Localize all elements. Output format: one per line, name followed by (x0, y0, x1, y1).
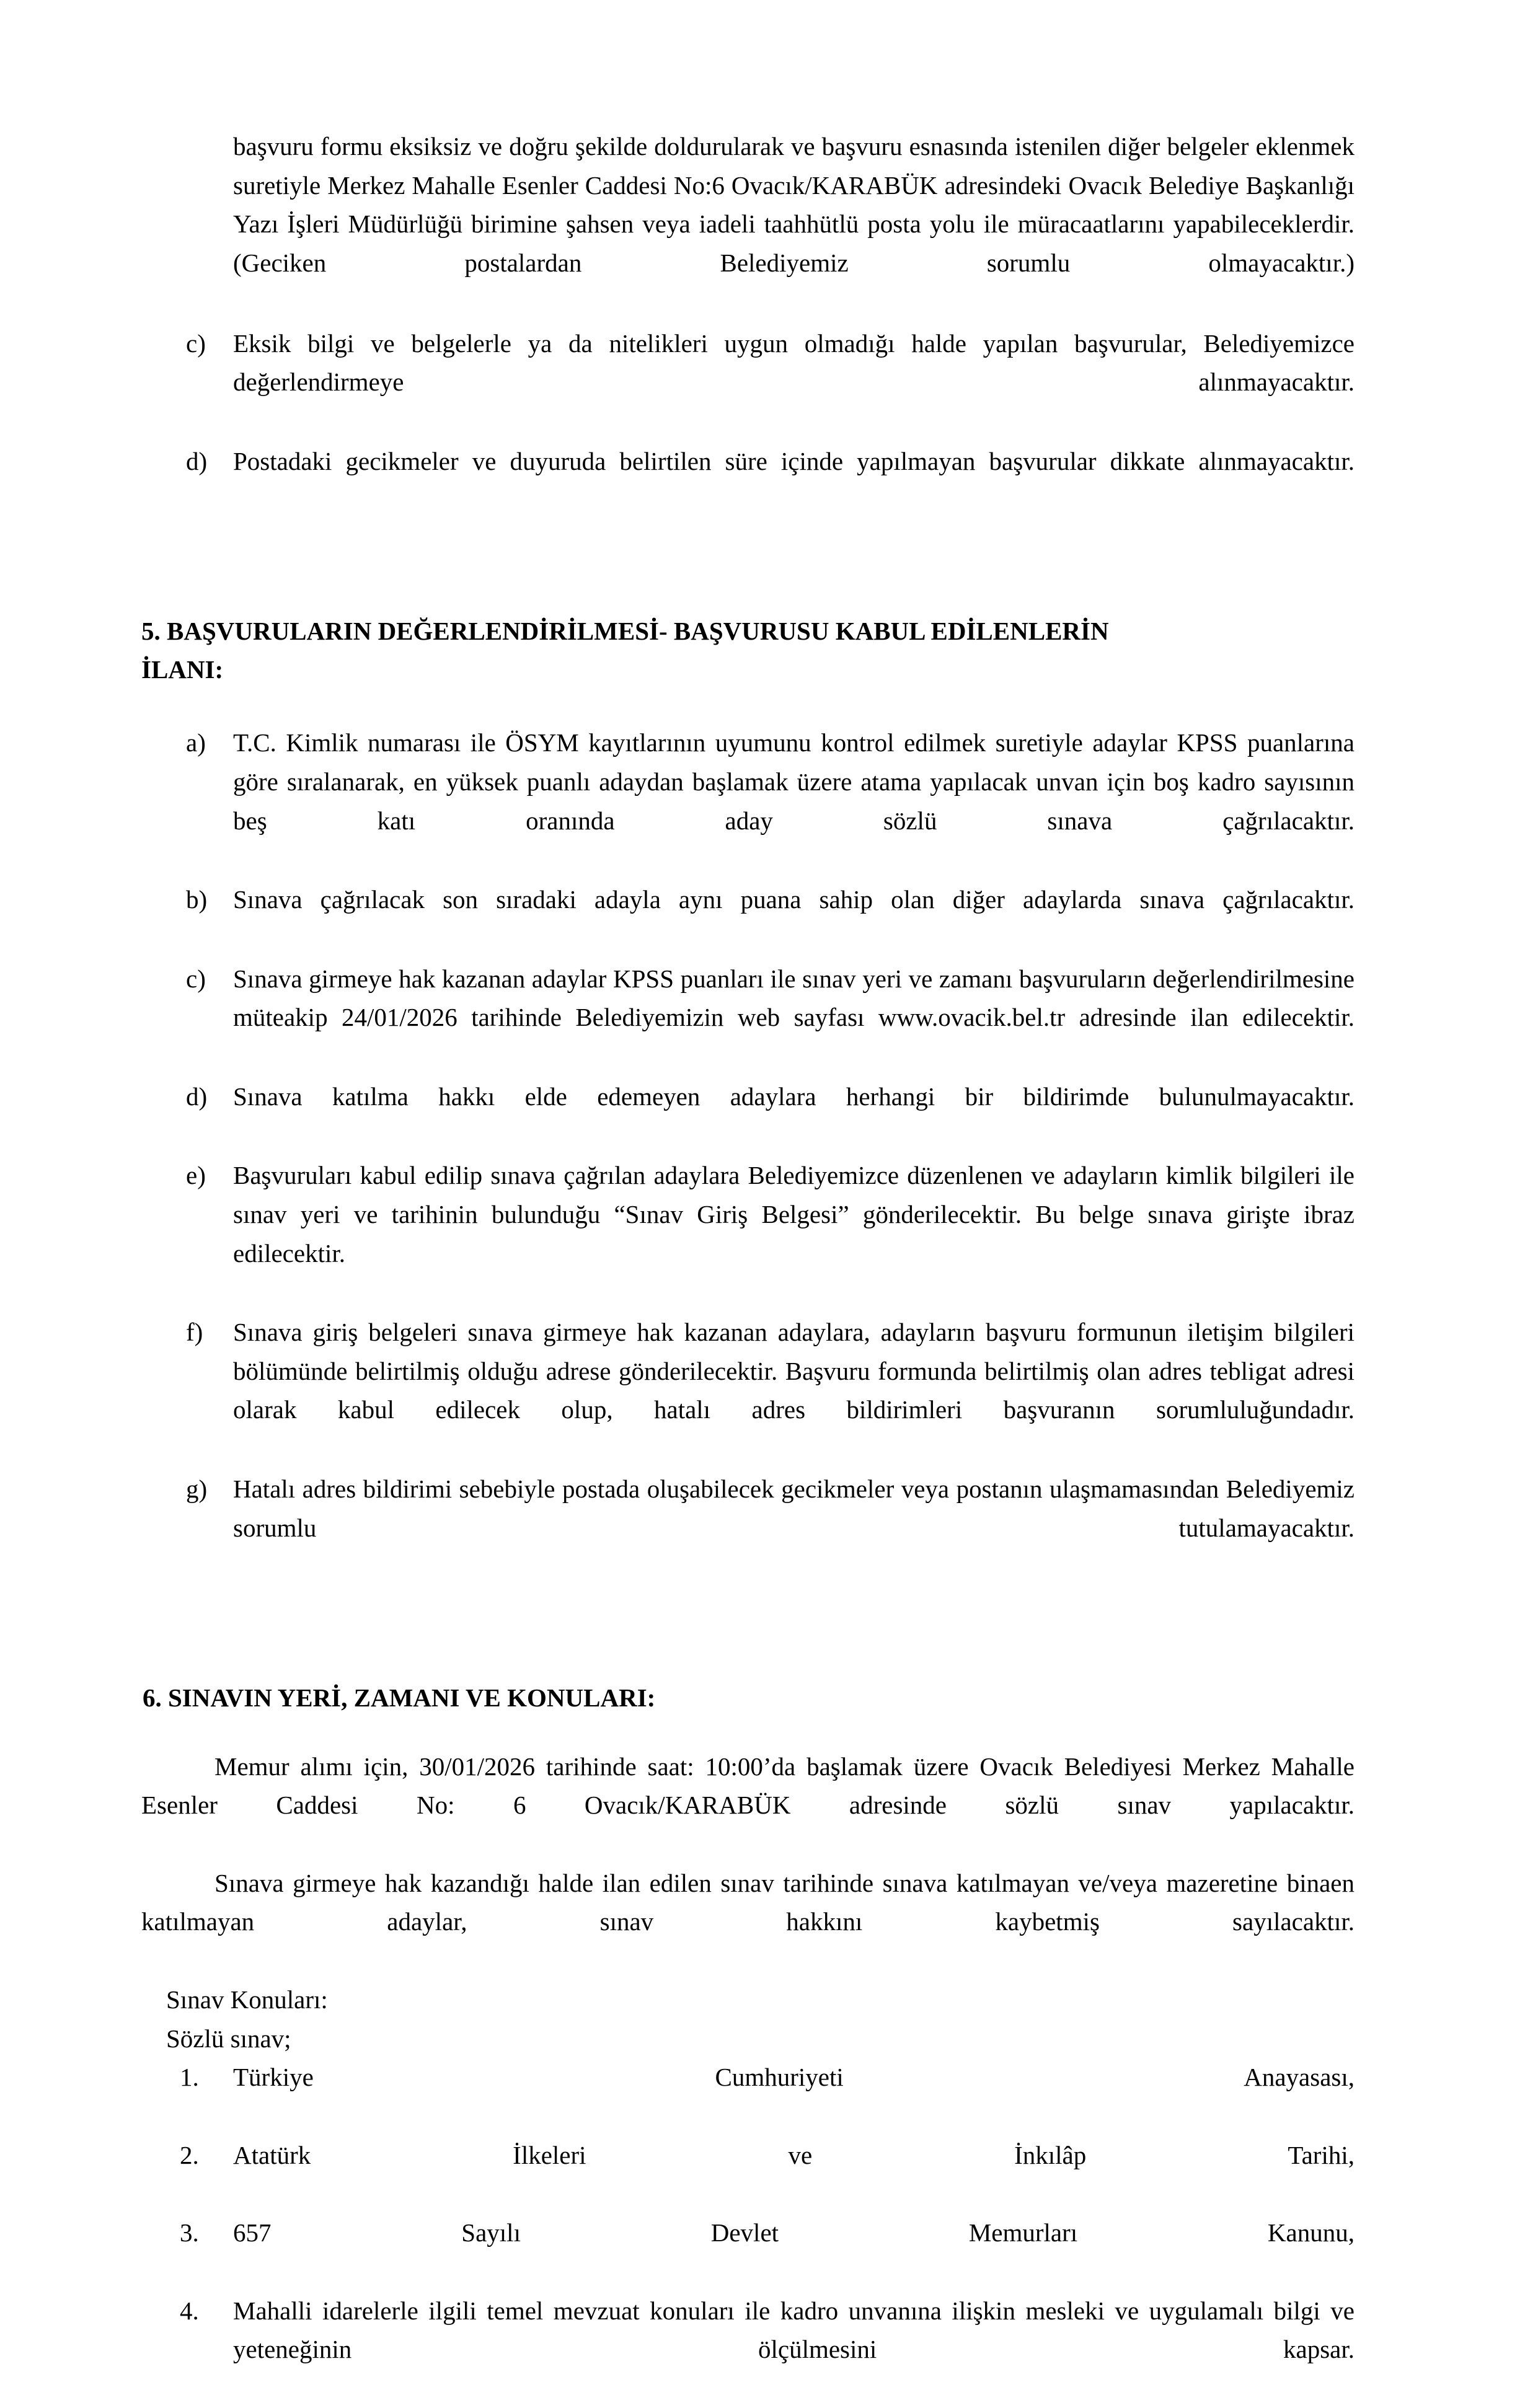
section-5-heading-line-2: İLANI: (141, 655, 224, 684)
list-item-text: Postadaki gecikmeler ve duyuruda belirtilen süre içinde yapılmayan başvurular dikkate alınmayacaktır. (233, 446, 1355, 475)
list-marker: 3. (180, 2218, 199, 2247)
list-item-text: Sınava giriş belgeleri sınava girmeye hak kazanan adaylara, adayların başvuru formunun iletişim bilgileri bölümünde belirtilmiş olduğu adrese gönderilecektir. Başvuru formunda belirtilmiş olan adres tebligat adresi olarak kabul edilecek olup, hatalı adres bildirimleri başvuranın sorumluluğundadır. (233, 1317, 1355, 1424)
section-5-heading (141, 612, 1355, 689)
section-5-list (141, 723, 1355, 1586)
list-item (141, 2058, 1355, 2135)
spacer (141, 1718, 1355, 1747)
exam-subjects-label: Sınav Konuları: (166, 1985, 328, 2014)
list-item-text: 657 Sayılı Devlet Memurları Kanunu, (233, 2218, 1355, 2247)
list-marker: 1. (180, 2063, 199, 2092)
list-item-text: Başvuruları kabul edilip sınava çağrılan adaylara Belediyemizce düzenlenen ve adayların kimlik bilgileri ile sınav yeri ve tarihinin bulunduğu “Sınav Giriş Belgesi” gönderilecektir. Bu belge sınava girişte ibraz edilecektir. (233, 1161, 1355, 1268)
list-marker: a) (186, 728, 206, 757)
list-item-text: T.C. Kimlik numarası ile ÖSYM kayıtlarının uyumunu kontrol edilmek suretiyle adaylar KPSS puanlarına göre sıralanarak, en yüksek puanlı adaydan başlamak üzere atama yapılacak unvan için boş kadro sayısının beş katı oranında aday sözlü sınava çağrılacaktır. (233, 728, 1355, 835)
list-item (141, 1470, 1355, 1586)
list-item-text: Sınava katılma hakkı elde edemeyen adaylara herhangi bir bildirimde bulunulmayacaktır. (233, 1082, 1355, 1111)
exam-subjects-list (141, 2058, 1355, 2407)
list-item (141, 880, 1355, 958)
list-item (141, 1156, 1355, 1312)
list-item (141, 2291, 1355, 2408)
list-item-text: Sınava girmeye hak kazanan adaylar KPSS puanları ile sınav yeri ve zamanı başvuruların değerlendirilmesine müteakip 24/01/2026 tarihinde Belediyemizin web sayfası www.ovacik.bel.tr adresinde ilan edilecektir. (233, 964, 1355, 1032)
section-6-paragraph-2: Sınava girmeye hak kazandığı halde ilan edilen sınav tarihinde sınava katılmayan ve/veya mazeretine binaen katılmayan adaylar, sınav hakkını kaybetmiş sayılacaktır. (141, 1868, 1355, 1936)
list-item-text: Sınava çağrılacak son sıradaki adayla aynı puana sahip olan diğer adaylarda sınava çağrılacaktır. (233, 885, 1355, 914)
list-marker: e) (186, 1161, 206, 1190)
list-item (141, 723, 1355, 879)
list-marker: d) (186, 446, 208, 475)
list-item (141, 2136, 1355, 2213)
continued-paragraph: başvuru formu eksiksiz ve doğru şekilde doldurularak ve başvuru esnasında istenilen diğer belgeler eklenmek suretiyle Merkez Mahalle Esenler Caddesi No:6 Ovacık/KARABÜK adresindeki Ovacık Belediye Başkanlığı Yazı İşleri Müdürlüğü birimine şahsen veya iadeli taahhütlü posta yolu ile müracaatlarını yapabileceklerdir. (Geciken postalardan Belediyemiz sorumlu olmayacaktır.) (233, 132, 1355, 278)
list-marker: c) (186, 329, 206, 358)
list-item-text: Eksik bilgi ve belgelerle ya da nitelikleri uygun olmadığı halde yapılan başvurular, Belediyemizce değerlendirmeye alınmayacaktır. (233, 329, 1355, 397)
section-6-paragraph-1: Memur alımı için, 30/01/2026 tarihinde saat: 10:00’da başlamak üzere Ovacık Belediyesi Merkez Mahalle Esenler Caddesi No: 6 Ovacık/KARABÜK adresinde sözlü sınav yapılacaktır. (141, 1752, 1355, 1820)
list-marker: 2. (180, 2140, 199, 2169)
list-item-text: Mahalli idarelerle ilgili temel mevzuat konuları ile kadro unvanına ilişkin mesleki ve uygulamalı bilgi ve yeteneğinin ölçülmesini kapsar. (233, 2296, 1355, 2364)
list-marker: c) (186, 964, 206, 993)
list-item (141, 324, 1355, 441)
list-item (141, 959, 1355, 1076)
list-item-text: Türkiye Cumhuriyeti Anayasası, (233, 2063, 1355, 2092)
list-item-text: Atatürk İlkeleri ve İnkılâp Tarihi, (233, 2140, 1355, 2169)
list-marker: b) (186, 885, 208, 914)
list-item (141, 1313, 1355, 1468)
exam-type-label: Sözlü sınav; (166, 2024, 291, 2053)
list-item (141, 2213, 1355, 2291)
section-6-heading: 6. SINAVIN YERİ, ZAMANI VE KONULARI: (143, 1683, 656, 1712)
list-item-text: Hatalı adres bildirimi sebebiyle postada oluşabilecek gecikmeler veya postanın ulaşmamasından Belediyemiz sorumlu tutulamayacaktır. (233, 1474, 1355, 1542)
list-item (141, 1077, 1355, 1155)
list-item (141, 442, 1355, 519)
top-lettered-list (141, 324, 1355, 520)
list-marker: 4. (180, 2296, 199, 2325)
list-marker: d) (186, 1082, 208, 1111)
list-marker: f) (186, 1317, 203, 1346)
list-marker: g) (186, 1474, 208, 1503)
section-5-heading-line-1: 5. BAŞVURULARIN DEĞERLENDİRİLMESİ- BAŞVURUSU KABUL EDİLENLERİN (141, 617, 1109, 646)
spacer (141, 689, 1355, 723)
